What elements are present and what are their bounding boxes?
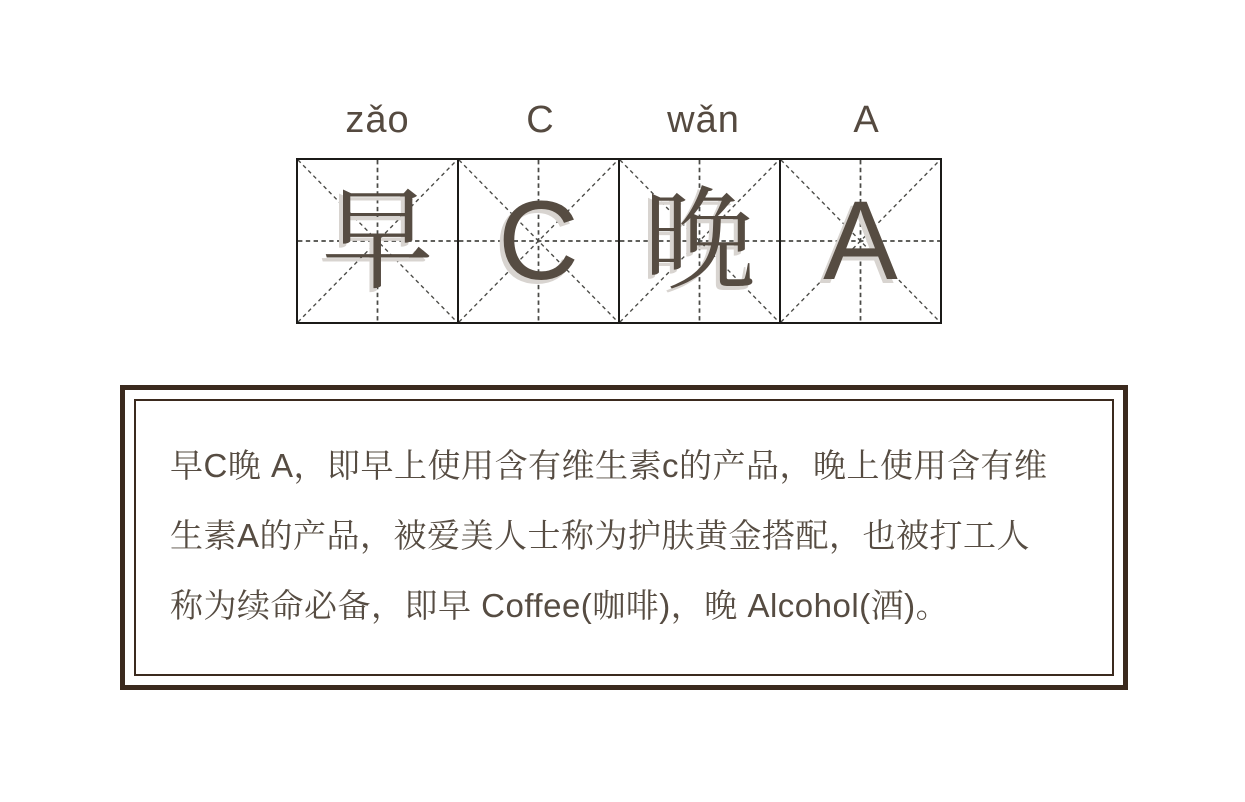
- definition-line: 生素A的产品，被爱美人士称为护肤黄金搭配，也被打工人: [170, 517, 1031, 554]
- grid-character-a: A: [823, 178, 898, 303]
- definition-line: 早C晚 A，即早上使用含有维生素c的产品，晚上使用含有维: [170, 447, 1048, 484]
- definition-line: 称为续命必备，即早 Coffee(咖啡)，晚 Alcohol(酒)。: [170, 587, 950, 624]
- pinyin-label-zao: zǎo: [345, 98, 410, 141]
- grid-character-zao: 早: [321, 178, 434, 303]
- rice-grid-cell-2: [457, 158, 620, 324]
- grid-character-wan: 晚: [643, 178, 756, 303]
- rice-grid-cell-3: [618, 158, 781, 324]
- pinyin-label-a: A: [853, 98, 880, 141]
- definition-box: [120, 385, 1128, 690]
- character-grid-row: [296, 158, 942, 324]
- pinyin-row: [296, 92, 948, 148]
- rice-grid-cell-1: [296, 158, 459, 324]
- rice-grid-cell-4: [779, 158, 942, 324]
- pinyin-label-c: C: [526, 98, 555, 141]
- pinyin-label-wan: wǎn: [667, 98, 740, 141]
- definition-box-inner-frame: [134, 399, 1114, 676]
- grid-character-c: C: [498, 178, 579, 303]
